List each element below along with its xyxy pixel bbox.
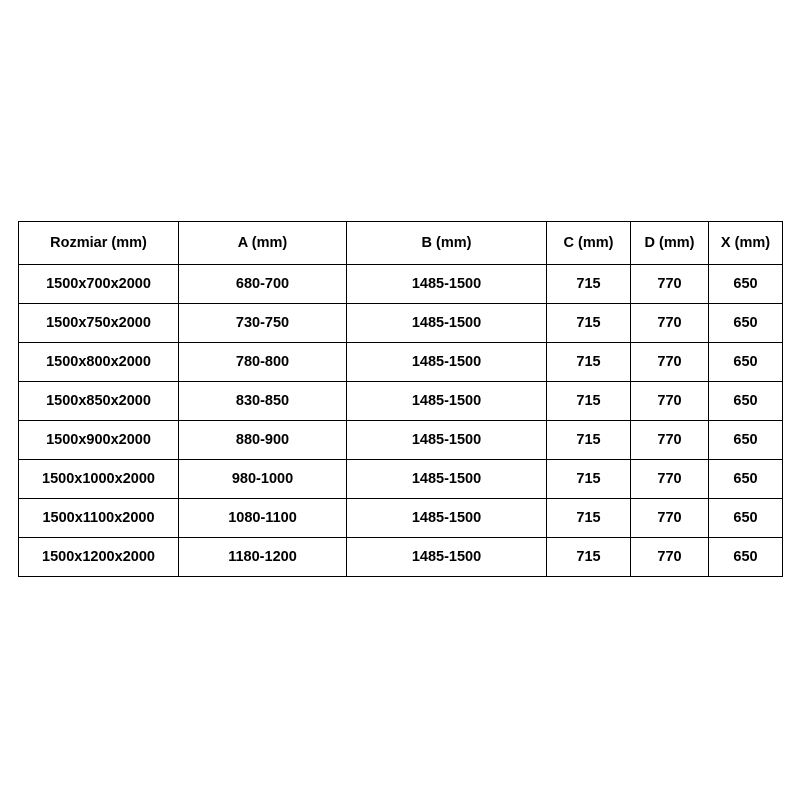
cell-c: 715 bbox=[547, 460, 631, 499]
cell-size: 1500x1000x2000 bbox=[19, 460, 179, 499]
cell-b: 1485-1500 bbox=[347, 538, 547, 577]
table-row bbox=[19, 499, 783, 538]
table-row bbox=[19, 460, 783, 499]
specification-table-container bbox=[18, 221, 782, 577]
column-header-size: Rozmiar (mm) bbox=[19, 222, 179, 265]
cell-c: 715 bbox=[547, 343, 631, 382]
table-row bbox=[19, 538, 783, 577]
cell-d: 770 bbox=[631, 421, 709, 460]
table-row bbox=[19, 382, 783, 421]
cell-b: 1485-1500 bbox=[347, 421, 547, 460]
cell-a: 880-900 bbox=[179, 421, 347, 460]
cell-b: 1485-1500 bbox=[347, 343, 547, 382]
cell-x: 650 bbox=[709, 460, 783, 499]
cell-a: 1180-1200 bbox=[179, 538, 347, 577]
cell-a: 1080-1100 bbox=[179, 499, 347, 538]
cell-d: 770 bbox=[631, 499, 709, 538]
cell-a: 980-1000 bbox=[179, 460, 347, 499]
cell-b: 1485-1500 bbox=[347, 304, 547, 343]
cell-size: 1500x1100x2000 bbox=[19, 499, 179, 538]
cell-c: 715 bbox=[547, 304, 631, 343]
cell-d: 770 bbox=[631, 343, 709, 382]
cell-c: 715 bbox=[547, 421, 631, 460]
cell-size: 1500x800x2000 bbox=[19, 343, 179, 382]
cell-b: 1485-1500 bbox=[347, 460, 547, 499]
cell-x: 650 bbox=[709, 382, 783, 421]
table-row bbox=[19, 265, 783, 304]
cell-a: 830-850 bbox=[179, 382, 347, 421]
table-header-row bbox=[19, 222, 783, 265]
column-header-c: C (mm) bbox=[547, 222, 631, 265]
column-header-a: A (mm) bbox=[179, 222, 347, 265]
cell-d: 770 bbox=[631, 382, 709, 421]
cell-x: 650 bbox=[709, 265, 783, 304]
cell-d: 770 bbox=[631, 538, 709, 577]
cell-c: 715 bbox=[547, 382, 631, 421]
column-header-d: D (mm) bbox=[631, 222, 709, 265]
column-header-b: B (mm) bbox=[347, 222, 547, 265]
cell-size: 1500x750x2000 bbox=[19, 304, 179, 343]
cell-b: 1485-1500 bbox=[347, 265, 547, 304]
cell-x: 650 bbox=[709, 499, 783, 538]
cell-d: 770 bbox=[631, 304, 709, 343]
table-row bbox=[19, 421, 783, 460]
cell-b: 1485-1500 bbox=[347, 382, 547, 421]
cell-d: 770 bbox=[631, 460, 709, 499]
specification-table bbox=[18, 221, 783, 577]
cell-b: 1485-1500 bbox=[347, 499, 547, 538]
cell-size: 1500x850x2000 bbox=[19, 382, 179, 421]
table-row bbox=[19, 304, 783, 343]
cell-a: 780-800 bbox=[179, 343, 347, 382]
cell-size: 1500x900x2000 bbox=[19, 421, 179, 460]
cell-c: 715 bbox=[547, 538, 631, 577]
cell-a: 730-750 bbox=[179, 304, 347, 343]
cell-a: 680-700 bbox=[179, 265, 347, 304]
cell-c: 715 bbox=[547, 265, 631, 304]
cell-x: 650 bbox=[709, 421, 783, 460]
cell-x: 650 bbox=[709, 304, 783, 343]
cell-x: 650 bbox=[709, 538, 783, 577]
cell-x: 650 bbox=[709, 343, 783, 382]
column-header-x: X (mm) bbox=[709, 222, 783, 265]
cell-c: 715 bbox=[547, 499, 631, 538]
cell-size: 1500x1200x2000 bbox=[19, 538, 179, 577]
cell-size: 1500x700x2000 bbox=[19, 265, 179, 304]
table-row bbox=[19, 343, 783, 382]
cell-d: 770 bbox=[631, 265, 709, 304]
